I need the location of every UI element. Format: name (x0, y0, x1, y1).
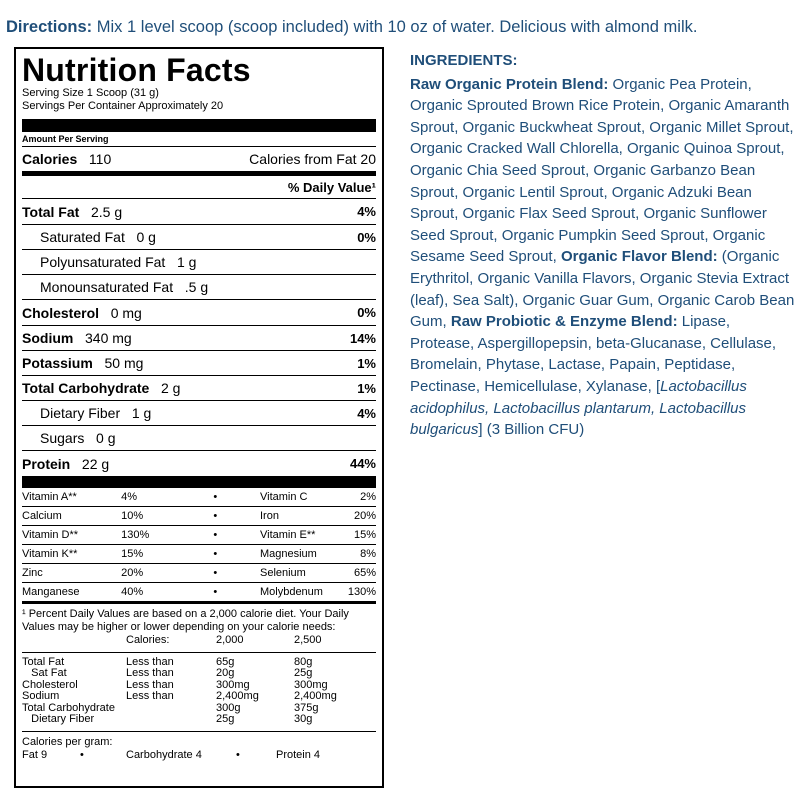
nutrient-dv: 0% (357, 229, 376, 245)
ingredients-panel (410, 50, 795, 441)
vitamin-cell: Iron (259, 510, 279, 522)
footnote: ¹ Percent Daily Values are based on a 2,000 calorie diet. Your Daily Values may be higher or lower depending on your calorie needs: (22, 608, 349, 633)
footer-cell: 25g (294, 667, 313, 679)
ingredient-section-label: Raw Probiotic & Enzyme Blend: (450, 313, 678, 331)
footer-cell: 25g (216, 713, 235, 725)
footer-cell: 2,400mg (294, 690, 337, 702)
nutrition-facts-panel (14, 47, 384, 788)
footer-row (22, 691, 376, 703)
nutrient-row (22, 375, 376, 400)
nutrient-amount: 22 g (81, 455, 110, 472)
nutrient-row (22, 224, 376, 249)
nutrient-name: Potassium (22, 355, 93, 371)
vitamin-cell: 8% (360, 548, 376, 560)
vitamin-cell: Vitamin E** (259, 529, 316, 541)
ingredient-section-text: Organic Pea Protein, Organic Sprouted Brown Rice Protein, Organic Amaranth Sprout, Organic Buckwheat Sprout, Organic Millet Sprout, Organic Cracked Wall Chlorella, Organic Quinoa Sprout, Organic Chia Seed Sprout, Organic Garbanzo Bean Sprout, Organic Lentil Sprout, Organic Adzuki Bean Sprout, Organic Flax Seed Sprout, Organic Sunflower Seed Sprout, Organic Pumpkin Seed Sprout, Organic Sesame Seed Sprout, (410, 75, 794, 266)
calories-from-fat: Calories from Fat 20 (249, 151, 376, 167)
vitamin-cell: 15% (121, 548, 144, 560)
vitamin-row (22, 544, 376, 563)
vitamin-cell: 130% (121, 529, 150, 541)
nutrient-row (22, 299, 376, 325)
directions-label: Directions: (6, 18, 93, 36)
footer-cell: Sat Fat (22, 667, 67, 679)
ingredients-heading: INGREDIENTS: (410, 52, 518, 69)
vitamin-row (22, 525, 376, 544)
nutrient-name: Monounsaturated Fat (40, 279, 174, 295)
nutrient-amount: .5 g (184, 279, 209, 295)
footer-cell: Sodium (22, 690, 60, 702)
vitamin-cell: Magnesium (259, 548, 317, 560)
nutrient-dv: 1% (357, 355, 376, 371)
nutrient-name: Protein (22, 455, 71, 472)
nutrient-name: Cholesterol (22, 304, 100, 321)
nutrient-row (22, 450, 376, 476)
bullet-separator: • (213, 529, 218, 541)
serving-size: Serving Size 1 Scoop (31 g) (22, 87, 159, 99)
nutrient-amount: 1 g (176, 254, 197, 270)
vitamin-cell: Vitamin A** (22, 491, 77, 503)
nutrient-name: Total Fat (22, 203, 80, 220)
divider-medium-2 (22, 601, 376, 604)
directions-text: Mix 1 level scoop (scoop included) with 10 oz of water. Delicious with almond milk. (92, 18, 698, 36)
nutrient-name: Sodium (22, 330, 74, 346)
directions (6, 18, 796, 37)
vitamin-row (22, 582, 376, 601)
footer-cell: 300mg (294, 678, 328, 691)
nutrient-dv: 4% (357, 204, 376, 219)
footer-header: Calories: 2,000 2,500 (126, 634, 322, 646)
vitamin-row (22, 563, 376, 582)
footer-cell: 20g (216, 667, 235, 679)
daily-value-header (22, 176, 376, 198)
nutrient-amount: 0 g (96, 430, 116, 446)
nutrient-row (22, 350, 376, 375)
footer-row (22, 714, 376, 726)
nutrient-dv: 1% (357, 380, 376, 396)
footer-row (22, 668, 376, 680)
footer-cell: Cholesterol (22, 678, 78, 691)
footer-cell: Less than (126, 655, 174, 668)
footer-cell: 300mg (216, 678, 250, 691)
nutrient-amount: 0 g (136, 229, 156, 245)
calories-per-gram: Fat 9 • Carbohydrate 4 • Protein 4 (22, 748, 321, 761)
nutrient-dv: 44% (349, 456, 376, 471)
vitamin-cell: 20% (121, 567, 144, 579)
vitamin-cell: Calcium (22, 510, 62, 522)
ingredient-italic: Lactobacillus acidophilus, Lactobacillus plantarum, Lactobacillus bulgaricus (410, 377, 747, 439)
nutrient-name: Sugars (40, 430, 85, 446)
footer-cell: Dietary Fiber (22, 713, 95, 725)
nutrient-amount: 0 mg (110, 304, 142, 321)
vitamin-cell: Vitamin C (259, 491, 308, 503)
nutrient-name: Total Carbohydrate (22, 380, 150, 396)
bullet-separator: • (213, 510, 218, 522)
vitamin-cell: Molybdenum (259, 586, 323, 598)
nutrient-row (22, 274, 376, 299)
nutrient-amount: 2 g (160, 380, 181, 396)
nutrient-amount: 340 mg (85, 330, 132, 346)
divider-thick (22, 119, 376, 132)
nutrient-row (22, 325, 376, 350)
amount-per-serving: Amount Per Serving (22, 134, 109, 144)
ingredient-section-label: Raw Organic Protein Blend: (410, 75, 609, 93)
nutrient-dv: 14% (349, 330, 376, 346)
footer-cell: 80g (294, 655, 313, 668)
footer-cell: 300g (216, 701, 241, 714)
ingredients-text (410, 74, 795, 441)
vitamin-cell: 10% (121, 510, 144, 522)
footer-cell (126, 714, 216, 726)
vitamin-cell: Vitamin K** (22, 548, 78, 560)
nutrient-dv: 0% (357, 305, 376, 320)
footer-table (22, 657, 376, 726)
calories-value: 110 (88, 151, 112, 167)
ingredient-tail: ] (3 Billion CFU) (478, 421, 585, 439)
dv-header-label: % Daily Value¹ (287, 179, 376, 195)
nutrient-row (22, 198, 376, 224)
vitamin-cell: Zinc (22, 567, 43, 579)
vitamin-cell: 20% (353, 510, 376, 522)
nutrient-amount: 50 mg (104, 355, 144, 371)
footer-cell: 30g (294, 713, 313, 725)
ingredient-section-text: (Organic Erythritol, Organic Vanilla Flavors, Organic Stevia Extract (leaf), Sea Salt), Organic Guar Gum, Organic Carob Bean Gum, (410, 248, 795, 331)
nutrient-dv: 4% (357, 405, 376, 421)
nutrient-name: Saturated Fat (40, 229, 125, 245)
ingredient-section-label: Organic Flavor Blend: (560, 248, 718, 266)
bullet-separator: • (213, 491, 218, 503)
vitamin-cell: 130% (347, 586, 376, 598)
servings-per-container: Servings Per Container Approximately 20 (22, 100, 224, 112)
vitamin-cell: 40% (121, 586, 144, 598)
nutrient-name: Dietary Fiber (40, 405, 121, 421)
nutrition-title: Nutrition Facts (22, 52, 251, 88)
vitamin-cell: Selenium (259, 567, 306, 579)
nutrient-row (22, 425, 376, 450)
divider-thick-2 (22, 476, 376, 488)
footer-cell: 2,400mg (216, 690, 259, 702)
calories-per-gram-label: Calories per gram: (22, 735, 113, 748)
vitamin-cell: Manganese (22, 586, 80, 598)
footer-cell: Less than (126, 690, 174, 702)
vitamin-cell: 65% (353, 567, 376, 579)
calories-label: Calories (22, 151, 78, 167)
footer-row (22, 657, 376, 669)
nutrient-amount: 2.5 g (90, 203, 123, 220)
vitamin-table (22, 488, 376, 601)
bullet-separator: • (213, 548, 218, 560)
nutrient-amount: 1 g (131, 405, 152, 421)
vitamin-row (22, 488, 376, 506)
nutrient-row (22, 249, 376, 274)
footer-cell: Total Carbohydrate (22, 701, 115, 714)
bullet-separator: • (213, 586, 218, 598)
footer-cell: Less than (126, 678, 174, 691)
bullet-separator: • (213, 567, 218, 579)
vitamin-cell: 4% (121, 491, 138, 503)
footer-cell (126, 703, 216, 715)
calories-row (22, 146, 376, 171)
footer-cell: Total Fat (22, 655, 65, 668)
nutrient-rows (22, 198, 376, 476)
vitamin-cell: 2% (360, 491, 376, 503)
footer-cell: 65g (216, 655, 235, 668)
nutrient-name: Polyunsaturated Fat (40, 254, 166, 270)
vitamin-cell: 15% (353, 529, 376, 541)
footer-cell: 375g (294, 701, 319, 714)
ingredient-section-text: Lipase, Protease, Aspergillopepsin, beta-Glucanase, Cellulase, Bromelain, Phytase, Lactase, Papain, Peptidase, Pectinase, Hemicellulase, Xylanase, [ (410, 313, 777, 395)
vitamin-row (22, 506, 376, 525)
footer-cell: Less than (126, 667, 174, 679)
vitamin-cell: Vitamin D** (22, 529, 79, 541)
nutrient-row (22, 400, 376, 425)
